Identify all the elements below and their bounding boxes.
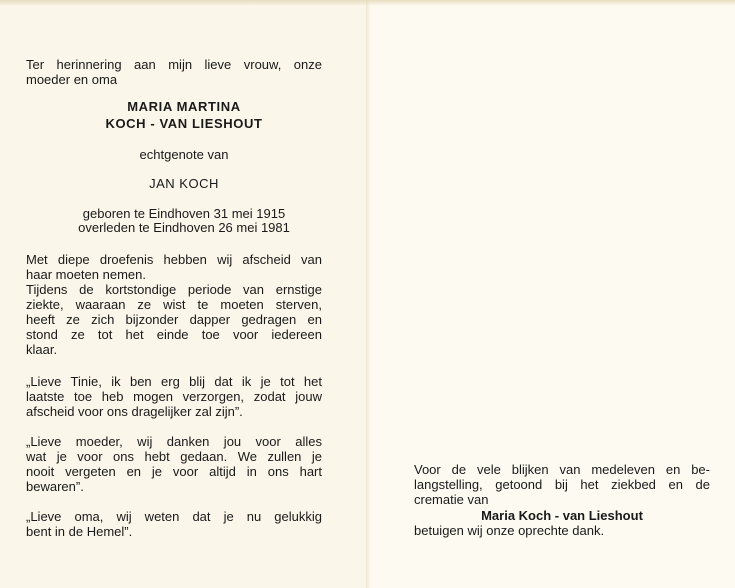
- quote-1-line-3: afscheid voor ons dragelijker zal zijn”.: [26, 404, 243, 419]
- paragraph-line-6: stond ze tot het einde toe voor iedereen: [26, 327, 322, 342]
- paragraph-line-3: Tijdens de kortstondige periode van ernstige: [26, 282, 322, 297]
- paragraph-line-2: haar moeten nemen.: [26, 267, 146, 282]
- deceased-name-line-2: KOCH - VAN LIESHOUT: [105, 116, 263, 131]
- intro-line-2: moeder en oma: [26, 72, 118, 87]
- deceased-name-line-1: MARIA MARTINA: [127, 99, 241, 114]
- death-line: overleden te Eindhoven 26 mei 1981: [78, 220, 290, 235]
- thanks-line-1: Voor de vele blijken van medeleven en be-: [414, 462, 710, 477]
- thanks-line-3: crematie van: [414, 492, 489, 507]
- quote-1-line-1: „Lieve Tinie, ik ben erg blij dat ik je tot het: [26, 374, 322, 389]
- card-edge: [0, 0, 735, 6]
- quote-2-line-4: bewaren”.: [26, 479, 84, 494]
- birth-line: geboren te Eindhoven 31 mei 1915: [82, 206, 286, 221]
- thanks-line-2: langstelling, getoond bij het ziekbed en de: [414, 477, 710, 492]
- thanks-closing: betuigen wij onze oprechte dank.: [414, 523, 605, 538]
- paragraph-line-5: heeft ze zich bijzonder dapper gedragen en: [26, 312, 322, 327]
- spouse-name: JAN KOCH: [149, 176, 219, 191]
- quote-3-line-1: „Lieve oma, wij weten dat je nu gelukkig: [26, 509, 322, 524]
- quote-2-line-2: wat je voor ons hebt gedaan. We zullen je: [26, 449, 322, 464]
- paragraph-line-7: klaar.: [26, 342, 58, 357]
- paragraph-line-4: ziekte, waaraan ze wist te moeten sterven,: [26, 297, 322, 312]
- quote-3-line-2: bent in de Hemel”.: [26, 524, 133, 539]
- quote-2-line-3: nooit vergeten en je voor altijd in ons hart: [26, 464, 322, 479]
- spouse-label: echtgenote van: [139, 147, 229, 162]
- card-fold: [366, 0, 370, 588]
- thanks-name: Maria Koch - van Lieshout: [481, 508, 643, 523]
- paragraph-line-1: Met diepe droefenis hebben wij afscheid van: [26, 252, 322, 267]
- intro-line-1: Ter herinnering aan mijn lieve vrouw, onze: [26, 57, 322, 72]
- quote-2-line-1: „Lieve moeder, wij danken jou voor alles: [26, 434, 322, 449]
- quote-1-line-2: laatste toe heb mogen verzorgen, zodat jouw: [26, 389, 322, 404]
